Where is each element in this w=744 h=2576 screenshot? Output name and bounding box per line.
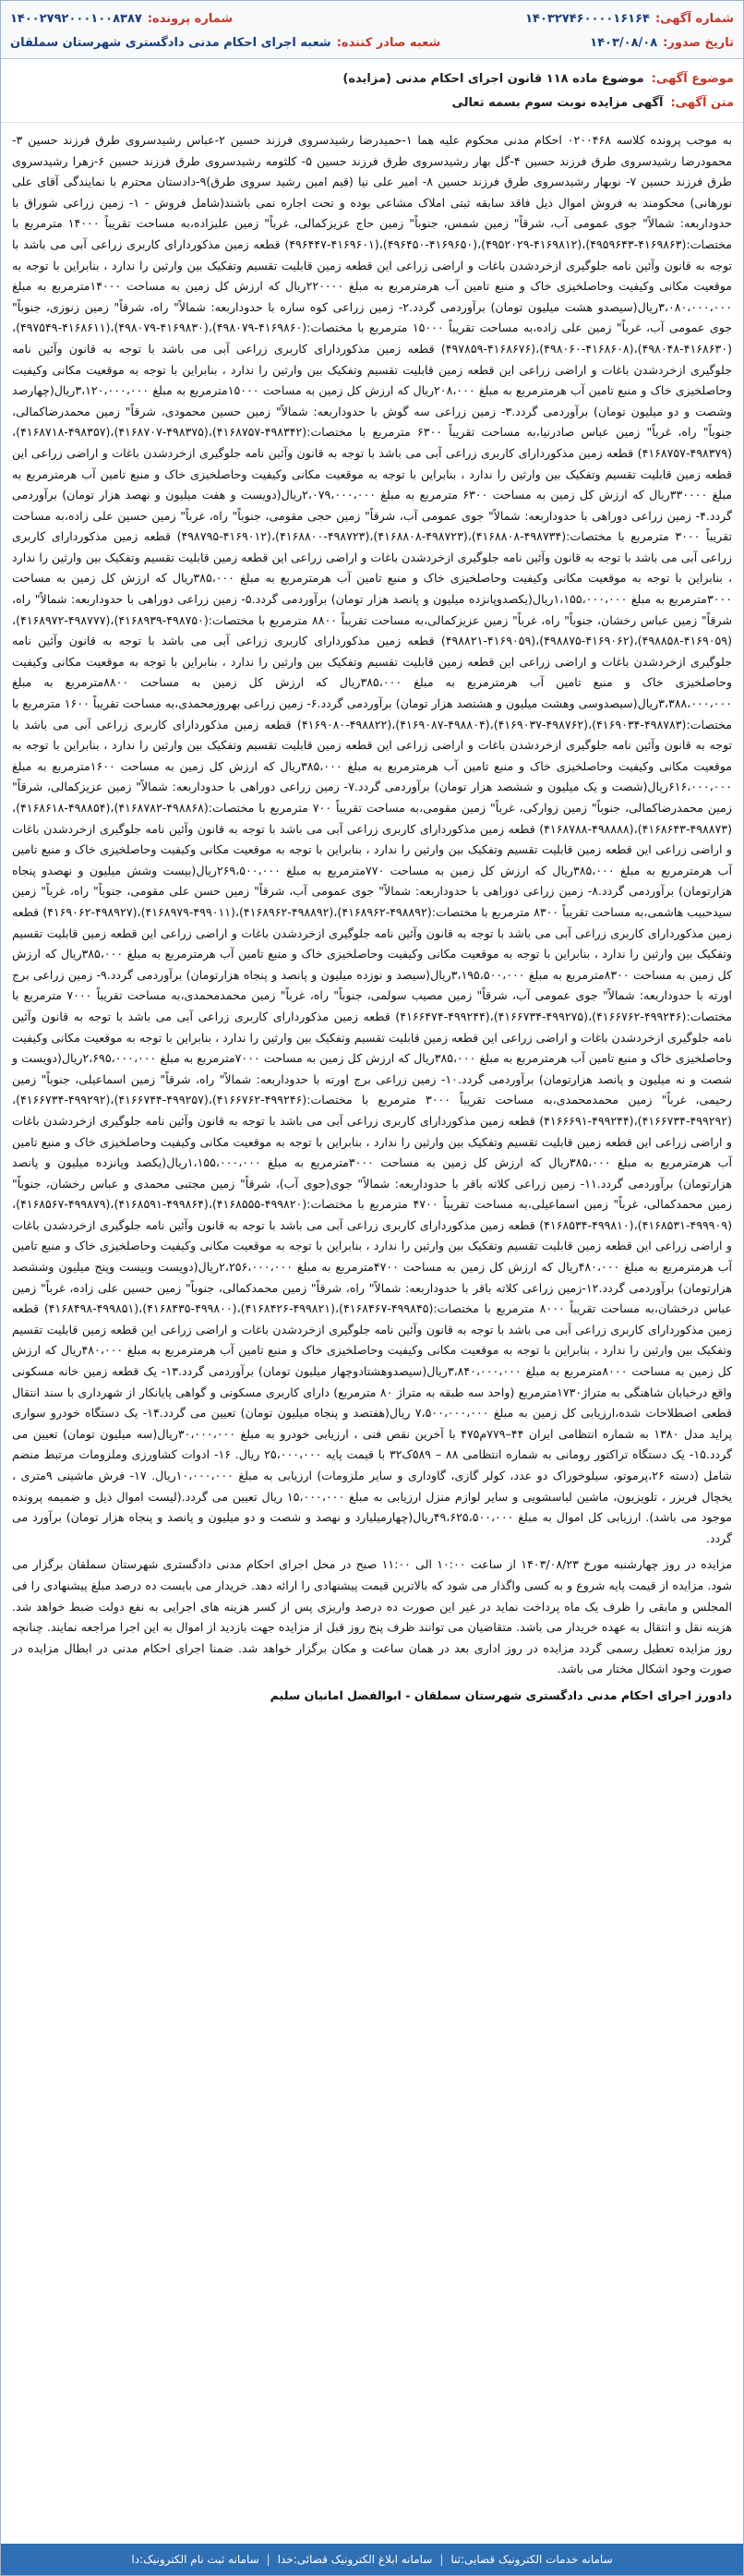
header-row-2 <box>10 30 734 54</box>
footer-separator: | <box>266 2553 270 2566</box>
notice-number <box>525 12 734 26</box>
subject-row <box>10 67 734 91</box>
subject-label: موضوع آگهی: <box>651 71 734 86</box>
header-row-1 <box>10 6 734 30</box>
footer-separator: | <box>439 2553 444 2566</box>
footer-link-eblagh[interactable]: سامانه ابلاغ الکترونیک قضائی:خدا <box>277 2553 433 2566</box>
notice-body <box>1 123 743 1707</box>
case-number-value: ۱۴۰۰۲۷۹۲۰۰۰۱۰۰۸۳۸۷ <box>10 11 142 26</box>
text-title: آگهی مزایده نوبت سوم بسمه تعالی <box>451 95 664 110</box>
notice-header <box>1 1 743 59</box>
issue-date-value: ۱۴۰۳/۰۸/۰۸ <box>590 35 658 50</box>
body-paragraph-2: مزایده در روز چهارشنبه مورخ ۱۴۰۳/۰۸/۲۳ از ساعت ۱۰:۰۰ الی ۱۱:۰۰ صبح در محل اجرای احکام مدنی دادگستری شهرستان سملقان برگزار می شود. مزایده از قیمت پایه شروع و به کسی واگذار می شود که بالاترین قیمت پیشنهادی را ارائه دهد. خریدار می بایست ده درصد مبلغ پیشنهادی را فی المجلس و مابقی را ظرف یک ماه پرداخت نماید در غیر این صورت ده درصد واریزی پس از کسر هزینه های اجرایی به نفع دولت ضبط خواهد شد. هزینه نقل و انتقال به عهده خریدار می باشد. متقاضیان می توانند ظرف پنج روز قبل از مزایده جهت بازدید از اموال به این اجرا مراجعه نمایند. چنانچه روز مزایده تعطیل رسمی گردد مزایده در روز اداری بعد در همان ساعت و مکان برگزار خواهد شد. ضمنا اجرای احکام مدنی در ابطال مزایده در صورت وجود اشکال مختار می باشد. <box>12 1557 732 1676</box>
case-number-label: شماره پرونده: <box>147 11 234 26</box>
issue-date <box>590 36 734 50</box>
issuing-branch-label: شعبه صادر کننده: <box>336 35 441 50</box>
subject-value: موضوع ماده ۱۱۸ قانون اجرای احکام مدنی (مزایده) <box>342 71 644 86</box>
issue-date-label: تاریخ صدور: <box>663 35 734 50</box>
text-label: متن آگهی: <box>670 95 734 110</box>
issuing-branch-value: شعبه اجرای احکام مدنی دادگستری شهرستان سملقان <box>10 35 331 50</box>
notice-number-value: ۱۴۰۳۲۷۴۶۰۰۰۰۱۶۱۶۴ <box>525 11 650 26</box>
body-paragraph-1: به موجب پرونده کلاسه ۰۲۰۰۴۶۸ احکام مدنی محکوم علیه هما ۱-حمیدرضا رشیدسروی فرزند حسین ۲-عباس رشیدسروی طرق فرزند حسین ۳- محمودرضا رشیدسروی طرق فرزند حسین ۴-گل بهار رشیدسروی طرق فرزند حسین ۵- کلثومه رشیدسروی طرق فرزند حسین ۶-زهرا رشیدسروی طرق فرزند حسین ۷- نوبهار رشیدسروی طرق فرزند حسین ۸- امیر علی نیا (قیم امین رشید سروی طرق)۹-دادستان محترم با نمایندگی آقای علی نورهانی) محکومند به فروش اموال ذیل فاقد سابقه ثبتی املاک مشاعی بوده و تحت اجاره نمی باشند(شامل فروش - ۱- زمین زراعی شوراق با حدوداربعه: شمالاً" جوی عمومی آب، شرقاً" زمین شمس، جنوباً" زمین حاج عزیزکمالی، غرباً" زمین علیزاده،به مساحت تقریباً ۱۴۰۰۰ مترمربع با مختصات:(۴۱۶۹۸۶۳-۴۹۵۹۶۴۳)،(۴۱۶۹۸۱۲-۴۹۵۲۰۲۹)،(۴۱۶۹۶۵۰-۴۹۶۴۵۰)،(۴۱۶۹۶۰۱-۴۹۶۴۴۷) قطعه زمین مذکوردارای کاربری زراعی آبی می باشد با توجه به قانون وآئین نامه جلوگیری ازخردشدن باغات و اراضی زراعی این قطعه زمین قابلیت تقسیم وتفکیک بین وارثین را ندارد ، بنابراین با توجه به موقعیت مکانی وکیفیت وحاصلخیزی خاک و منبع تامین آب هرمترمربع به مبلغ ۲۲۰۰۰۰ریال که ارزش کل زمین به مساحت ۱۴۰۰۰مترمربع به مبلغ ۳،۰۸۰،۰۰۰،۰۰۰ریال(سیصدو هشت میلیون تومان) برآوردمی گردد.۲- زمین زراعی کوه ساره با حدوداربعه: شمالاً" راه، شرقاً" زمین زنوزی، جنوباً" جوی عمومی آب، غرباً" زمین علی زاده،به مساحت تقریباً ۱۵۰۰۰ مترمربع با مختصات:(۴۱۶۹۸۶۰-۴۹۸۰۷۹)،(۴۱۶۹۸۳۰-۴۹۸۰۷۹)،(۴۱۶۸۶۱۱-۴۹۷۵۴۹)،(۴۱۶۸۶۳۰-۴۹۸۰۴۸)،(۴۱۶۸۶۰۸-۴۹۸۰۶۰)،(۴۱۶۸۶۷۶-۴۹۷۸۵۹) قطعه زمین مذکوردارای کاربری زراعی آبی می باشد با توجه به قانون وآئین نامه جلوگیری ازخردشدن باغات و اراضی زراعی این قطعه زمین قابلیت تقسیم وتفکیک بین وارثین را ندارد ، بنابراین با توجه به موقعیت مکانی وکیفیت وحاصلخیزی خاک و منبع تامین آب هرمترمربع به مبلغ ۲۰۸،۰۰۰ریال که ارزش کل زمین به مساحت ۱۵۰۰۰مترمربع به مبلغ ۳،۱۲۰،۰۰۰،۰۰۰ریال(چهارصد وشصت و دو میلیون تومان) برآوردمی گردد.۳- زمین زراعی سه گوش با حدوداربعه: شمالاً" زمین حسین محمودی، شرقاً" زمین محمدرضاکمالی، جنوباً" راه، غرباً" زمین عباس صادرنیا،به مساحت تقریباً ۶۳۰۰ مترمربع با مختصات:(۴۹۸۳۴۲-۴۱۶۸۷۵۷)،(۴۹۸۳۷۵-۴۱۶۸۷۰۷)،(۴۹۸۳۵۷-۴۱۶۸۷۱۸)،(۴۹۸۳۷۹-۴۱۶۸۷۵۷) قطعه زمین مذکوردارای کاربری زراعی آبی می باشد با توجه به قانون وآئین نامه جلوگیری ازخردشدن باغات و اراضی زراعی این قطعه زمین قابلیت تقسیم وتفکیک بین وارثین را ندارد ، بنابراین با توجه به موقعیت مکانی وکیفیت وحاصلخیزی خاک و منبع تامین آب هرمترمربع به مبلغ ۳۳۰۰۰۰ریال که ارزش کل زمین به مساحت ۶۳۰۰ مترمربع به مبلغ ۲،۰۷۹،۰۰۰،۰۰۰ریال(دویست و هفت میلیون و نهصد هزار تومان) برآوردمی گردد.۴- زمین زراعی دوراهی با حدوداربعه: شمالاً" جوی عمومی آب، شرقاً" زمین حجی مقومی، جنوباً" راه، غرباً" زمین حسین علی زاده،به مساحت تقریباً ۳۰۰۰ مترمربع با مختصات:(۴۹۸۷۳۴-۴۱۶۸۸۰۸)،(۴۹۸۷۲۳-۴۱۶۸۸۰۸)،(۴۹۸۷۲۳-۴۱۶۸۸۰۰)،(۴۱۶۹۰۱۲-۴۹۸۷۹۵) قطعه زمین مذکوردارای کاربری زراعی آبی می باشد با توجه به قانون وآئین نامه جلوگیری ازخردشدن باغات و اراضی زراعی این قطعه زمین قابلیت تقسیم وتفکیک بین وارثین را ندارد ، بنابراین با توجه به موقعیت مکانی وکیفیت وحاصلخیزی خاک و منبع تامین آب هرمترمربع به مبلغ ۳۸۵،۰۰۰ریال که ارزش کل زمین به مساحت ۳۰۰۰مترمربع به مبلغ ۱،۱۵۵،۰۰۰،۰۰۰ریال(یکصدوپانزده میلیون و پانصد هزار تومان) برآوردمی گردد.۵- زمین زراعی دوراهی با حدوداربعه: شمالاً" راه، شرقاً" زمین عباس رخشان، جنوباً" راه، غرباً" زمین عزیزکمالی،به مساحت تقریباً ۸۸۰۰ مترمربع با مختصات:(۴۹۸۷۵۰-۴۱۶۸۹۳۹)،(۴۹۸۷۷۷-۴۱۶۸۹۷۲)،(۴۱۶۹۰۵۹-۴۹۸۸۵۸)،(۴۱۶۹۰۶۲-۴۹۸۸۷۵)،(۴۱۶۹۰۵۹-۴۹۸۸۲۱) قطعه زمین مذکوردارای کاربری زراعی آبی می باشد با توجه به قانون وآئین نامه جلوگیری ازخردشدن باغات و اراضی زراعی این قطعه زمین قابلیت تقسیم وتفکیک بین وارثین را ندارد ، بنابراین با توجه به موقعیت مکانی وکیفیت وحاصلخیزی خاک و منبع تامین آب هرمترمربع به مبلغ ۳۸۵،۰۰۰ریال که ارزش کل زمین به مساحت ۸۸۰۰مترمربع به مبلغ ۳،۳۸۸،۰۰۰،۰۰۰ریال(سیصدوسی وهشت میلیون و هشتصد هزار تومان) برآوردمی گردد.۶- زمین زراعی بهروزمحمدی،به مساحت تقریباً ۱۶۰۰ مترمربع با مختصات:(۴۹۸۷۸۳-۴۱۶۹۰۳۴)،(۴۹۸۷۶۲-۴۱۶۹۰۳۷)،(۴۹۸۸۰۴-۴۱۶۹۰۸۷)،(۴۹۸۸۲۲-۴۱۶۹۰۸۰) قطعه زمین مذکوردارای کاربری زراعی آبی می باشد با توجه به قانون وآئین نامه جلوگیری ازخردشدن باغات و اراضی زراعی این قطعه زمین قابلیت تقسیم وتفکیک بین وارثین را ندارد ، بنابراین با توجه به موقعیت مکانی وکیفیت وحاصلخیزی خاک و منبع تامین آب هرمترمربع به مبلغ ۳۸۵،۰۰۰ریال که ارزش کل زمین به مساحت ۱۶۰۰مترمربع به مبلغ ۶۱۶،۰۰۰،۰۰۰ریال(شصت و یک میلیون و ششصد هزار تومان) برآوردمی گردد.۷- زمین زراعی دوراهی با حدوداربعه: شمالاً" زمین عزیزکمالی، شرقاً" زمین محمدرضاکمالی، جنوباً" زمین زوارکی، غرباً" زمین مقومی،به مساحت تقریباً ۷۰۰ مترمربع با مختصات:(۴۹۸۸۶۸-۴۱۶۸۷۸۲)،(۴۹۸۸۵۴-۴۱۶۸۶۱۸)،(۴۹۸۸۷۳-۴۱۶۸۶۴۳)،(۴۹۸۸۸۸-۴۱۶۸۷۸۸) قطعه زمین مذکوردارای کاربری زراعی آبی می باشد با توجه به قانون وآئین نامه جلوگیری ازخردشدن باغات و اراضی زراعی این قطعه زمین قابلیت تقسیم وتفکیک بین وارثین را ندارد ، بنابراین با توجه به موقعیت مکانی وکیفیت وحاصلخیزی خاک و منبع تامین آب هرمترمربع به مبلغ ۳۸۵،۰۰۰ریال که ارزش کل زمین به مساحت ۷۷۰مترمربع به مبلغ ۲۶۹،۵۰۰،۰۰۰ریال(بیست وشش میلیون و نهصدو پنجاه هزارتومان) برآوردمی گردد.۸- زمین زراعی دوراهی با حدوداربعه: شمالاً" جوی عمومی آب، شرقاً" زمین حسن علی مقومی، جنوباً" راه، غرباً" زمین سیدحبیب هاشمی،به مساحت تقریباً ۸۳۰۰ مترمربع با مختصات:(۴۹۸۸۹۲-۴۱۶۸۹۶۲)،(۴۹۸۸۹۲-۴۱۶۸۹۶۲)،(۴۹۹۰۱۱-۴۱۶۸۹۷۹)،(۴۹۸۹۲۷-۴۱۶۹۰۶۲) قطعه زمین مذکوردارای کاربری زراعی آبی می باشد با توجه به قانون وآئین نامه جلوگیری ازخردشدن باغات و اراضی زراعی این قطعه زمین قابلیت تقسیم وتفکیک بین وارثین را ندارد ، بنابراین با توجه به موقعیت مکانی وکیفیت وحاصلخیزی خاک و منبع تامین آب هرمترمربع به مبلغ ۳۸۵،۰۰۰ریال که ارزش کل زمین به مساحت ۸۳۰۰مترمربع به مبلغ ۳،۱۹۵،۵۰۰،۰۰۰ریال(سیصد و نوزده میلیون و پانصد و پنجاه هزارتومان) برآوردمی گردد.۹- زمین زراعی برج اورته با حدوداربعه: شمالاً" جوی عمومی آب، شرقاً" زمین مصیب سولمی، جنوباً" راه، غرباً" زمین محمدمحمدی،به مساحت تقریباً ۷۰۰۰ مترمربع با مختصات:(۴۹۹۲۴۶-۴۱۶۶۷۶۲)،(۴۹۹۲۷۵-۴۱۶۶۷۳۴)،(۴۹۹۲۴۴-۴۱۶۶۴۷۴) قطعه زمین مذکوردارای کاربری زراعی آبی می باشد با توجه به قانون وآئین نامه جلوگیری ازخردشدن باغات و اراضی زراعی این قطعه زمین قابلیت تقسیم وتفکیک بین وارثین را ندارد ، بنابراین با توجه به موقعیت مکانی وکیفیت وحاصلخیزی خاک و منبع تامین آب هرمترمربع به مبلغ ۳۸۵،۰۰۰ریال که ارزش کل زمین به مساحت ۷۰۰۰مترمربع به مبلغ ۲،۶۹۵،۰۰۰،۰۰۰ریال(دویست و شصت و نه میلیون و پانصد هزارتومان) برآوردمی گردد.۱۰- زمین زراعی برج اورته با حدوداربعه: شمالاً" راه، شرقاً" زمین اسماعیلی، جنوباً" زمین رحیمی، غرباً" زمین محمدمحمدی،به مساحت تقریباً ۳۰۰۰ مترمربع با مختصات:(۴۹۹۲۴۶-۴۱۶۶۷۶۲)،(۴۹۹۲۵۷-۴۱۶۶۷۴۴)،(۴۹۹۲۹۲-۴۱۶۶۷۳۴)،(۴۹۹۲۹۲-۴۱۶۶۷۳۴)،(۴۹۹۲۴۴-۴۱۶۶۶۹۱) قطعه زمین مذکوردارای کاربری زراعی آبی می باشد با توجه به قانون وآئین نامه جلوگیری ازخردشدن باغات و اراضی زراعی این قطعه زمین قابلیت تقسیم وتفکیک بین وارثین را ندارد ، بنابراین با توجه به موقعیت مکانی وکیفیت وحاصلخیزی خاک و منبع تامین آب هرمترمربع به مبلغ ۳۸۵،۰۰۰ریال که ارزش کل زمین به مساحت ۳۰۰۰مترمربع به مبلغ ۱،۱۵۵،۰۰۰،۰۰۰ریال(یکصد وپانزده میلیون و پانصد هزارتومان) برآوردمی گردد.۱۱- زمین زراعی کلاته باقر با حدوداربعه: شمالاً" جوی(جوی آب)، شرقاً" زمین مجتبی محمدی و عباس رخشان، جنوباً" زمین محمدکمالی، غرباً" زمین اسماعیلی،به مساحت تقریباً ۴۷۰۰ مترمربع با مختصات:(۴۹۹۸۲۰-۴۱۶۸۵۵۵)،(۴۹۹۸۶۴-۴۱۶۸۵۹۱)،(۴۹۹۸۷۹-۴۱۶۸۵۶۷)،(۴۹۹۹۰۹-۴۱۶۸۵۳۱)،(۴۹۹۸۱۰-۴۱۶۸۵۳۴) قطعه زمین مذکوردارای کاربری زراعی آبی می باشد با توجه به قانون وآئین نامه جلوگیری ازخردشدن باغات و اراضی زراعی این قطعه زمین قابلیت تقسیم وتفکیک بین وارثین را ندارد ، بنابراین با توجه به موقعیت مکانی وکیفیت وحاصلخیزی خاک و منبع تامین آب هرمترمربع به مبلغ ۴۸۰،۰۰۰ریال که ارزش کل زمین به مساحت ۴۷۰۰مترمربع به مبلغ ۲،۲۵۶،۰۰۰،۰۰۰ریال(دویست وبیست وپنج میلیون وششصد هزارتومان) برآوردمی گردد.۱۲-زمین زراعی کلاته باقر با حدوداربعه: شمالاً" راه، شرقاً" زمین محمدکمالی، جنوباً" زمین حسین علی زاده، غرباً" زمین عباس درخشان،به مساحت تقریباً ۸۰۰۰ مترمربع با مختصات:(۴۹۹۸۴۵-۴۱۶۸۴۶۷)،(۴۹۹۸۲۱-۴۱۶۸۴۲۶)،(۴۹۹۸۰۰-۴۱۶۸۴۳۵)،(۴۹۹۸۵۱-۴۱۶۸۴۹۸) قطعه زمین مذکوردارای کاربری زراعی آبی می باشد با توجه به قانون وآئین نامه جلوگیری ازخردشدن باغات و اراضی زراعی این قطعه زمین قابلیت تقسیم وتفکیک بین وارثین را ندارد ، بنابراین با توجه به موقعیت مکانی وکیفیت وحاصلخیزی خاک و منبع تامین آب هرمترمربع به مبلغ ۴۸۰،۰۰۰ریال که ارزش کل زمین به مساحت ۸۰۰۰مترمربع به مبلغ ۳،۸۴۰،۰۰۰،۰۰۰ریال(سیصدوهشتادوچهار میلیون تومان) برآوردمی گردد.۱۳- یک قطعه زمین خانه مسکونی واقع درخیابان شاهنگی به متراژ۱۷۳۰مترمربع (واحد سه طبقه به متراژ ۸۰ مترمربع) دارای کاربری مسکونی و گواهی پایانکار از شهرداری با سند انتقال قطعی اصطلاحات شده،ارزیابی کل زمین به مبلغ ۷،۵۰۰،۰۰۰،۰۰۰ ریال(هفتصد و پنجاه میلیون تومان) تعیین می گردد.۱۴- یک دستگاه خودرو سواری پراید مدل ۱۳۸۰ به شماره انتظامی ایران ۴۴–۷۷۹م۴۷۵ با آخرین نقص فنی ، ارزیابی خودرو به مبلغ ۳۰،۰۰۰،۰۰۰ریال(سه میلیون تومان) تعیین می گردد.۱۵- یک دستگاه تراکتور رومانی به شماره انتظامی ۸۸ – ۵۸۹ک۳۲ با قیمت پایه ۲۵،۰۰۰،۰۰۰ ریال. ۱۶- ادوات کشاورزی وملزومات مرتبط منضم شامل (دسته ۲۶،پرموتو، سیلوخوراک دو عدد، کولر گازی، گاوداری و سایر ملزومات) ارزیابی به مبلغ ۱۰،۰۰۰،۰۰۰ریال. ۱۷- فرش ماشینی ۹متری ، یخچال فریزر ، تلویزیون، ماشین لباسشویی و سایر لوازم منزل ارزیابی به مبلغ ۱۵،۰۰۰،۰۰۰ ریال تعیین می گردد.(لیست اموال ذیل و ضمیمه پرونده موجود می باشد). ارزیابی کل اموال به مبلغ ۴۹،۶۲۵،۵۰۰،۰۰۰ریال(چهارمیلیارد و نهصد و شصت و دو میلیون و پانصد و پنجاه هزار تومان) برآورد می گردد. <box>12 133 733 1545</box>
case-number <box>10 12 233 26</box>
notice-meta <box>1 59 743 123</box>
issuing-branch <box>10 36 440 50</box>
text-title-row <box>10 91 734 115</box>
footer-bar <box>1 2544 743 2575</box>
footer-link-register[interactable]: سامانه ثبت نام الکترونیک:دا <box>131 2553 259 2566</box>
notice-number-label: شماره آگهی: <box>654 11 734 26</box>
footer-link-sana[interactable]: سامانه خدمات الکترونیک قضایی:ثنا <box>450 2553 613 2566</box>
signature: دادورز اجرای احکام مدنی دادگستری شهرستان سملقان - ابوالفضل امانیان سلیم <box>270 1687 732 1702</box>
